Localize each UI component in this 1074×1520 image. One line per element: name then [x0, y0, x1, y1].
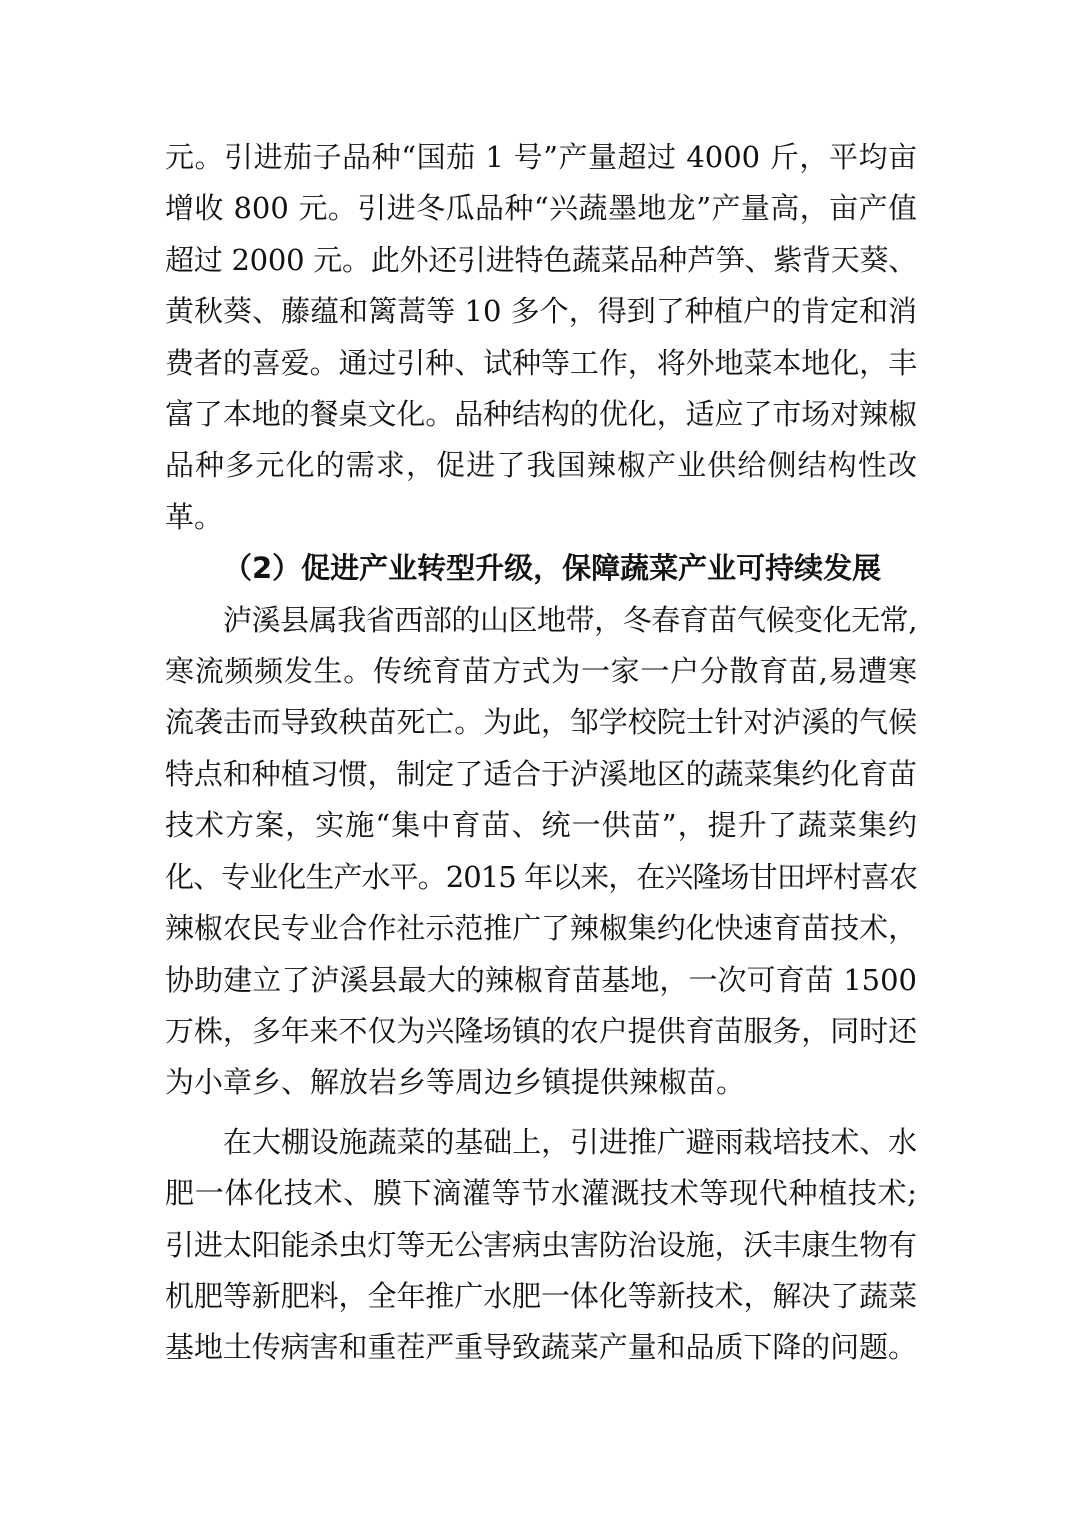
- text-line: 费者的喜爱。通过引种、试种等工作，将外地菜本地化，丰: [165, 345, 917, 380]
- text-line: 泸溪县属我省西部的山区地带，冬春育苗气候变化无常,: [223, 602, 917, 637]
- text-line: 引进太阳能杀虫灯等无公害病虫害防治设施，沃丰康生物有: [165, 1227, 917, 1262]
- text-line: 为小章乡、解放岩乡等周边乡镇提供辣椒苗。: [165, 1065, 746, 1100]
- text-line: 机肥等新肥料，全年推广水肥一体化等新技术，解决了蔬菜: [165, 1278, 917, 1313]
- paragraph-seedlings: [165, 595, 917, 1109]
- text-line: 辣椒农民专业合作社示范推广了辣椒集约化快速育苗技术，: [165, 911, 917, 946]
- text-line: 肥一体化技术、膜下滴灌等节水灌溉技术等现代种植技术;: [165, 1176, 917, 1211]
- text-line: 万株，多年来不仅为兴隆场镇的农户提供育苗服务，同时还: [165, 1013, 917, 1048]
- text-line: 增收 800 元。引进冬瓜品种“兴蔬墨地龙”产量高，亩产值: [165, 191, 917, 226]
- text-line: 超过 2000 元。此外还引进特色蔬菜品种芦笋、紫背天葵、: [165, 242, 917, 277]
- text-line: 在大棚设施蔬菜的基础上，引进推广避雨栽培技术、水: [223, 1124, 918, 1159]
- text-line: 化、专业化生产水平。2015 年以来，在兴隆场甘田坪村喜农: [165, 859, 918, 894]
- section-heading: （2）促进产业转型升级，保障蔬菜产业可持续发展: [223, 551, 882, 586]
- text-line: 元。引进茄子品种“国茄 1 号”产量超过 4000 斤，平均亩: [165, 140, 917, 174]
- paragraph-varieties: [165, 132, 917, 543]
- text-line: 黄秋葵、藤蕴和篱蒿等 10 多个，得到了种植户的肯定和消: [165, 294, 917, 329]
- text-line: 基地土传病害和重茬严重导致蔬菜产量和品质下降的问题。: [165, 1330, 917, 1365]
- text-line: 协助建立了泸溪县最大的辣椒育苗基地，一次可育苗 1500: [165, 962, 917, 997]
- text-line: 富了本地的餐桌文化。品种结构的优化，适应了市场对辣椒: [165, 397, 917, 432]
- text-line: 品种多元化的需求，促进了我国辣椒产业供给侧结构性改: [165, 448, 917, 483]
- paragraph-techniques: [165, 1117, 917, 1374]
- text-line: 流袭击而导致秧苗死亡。为此，邹学校院士针对泸溪的气候: [165, 705, 917, 740]
- text-line: 寒流频频发生。传统育苗方式为一家一户分散育苗,易遭寒: [165, 654, 917, 689]
- text-line: 革。: [165, 499, 224, 534]
- text-line: 特点和种植习惯，制定了适合于泸溪地区的蔬菜集约化育苗: [165, 756, 917, 791]
- document-body: [165, 132, 917, 1374]
- text-line: 技术方案，实施“集中育苗、统一供苗”，提升了蔬菜集约: [165, 808, 917, 843]
